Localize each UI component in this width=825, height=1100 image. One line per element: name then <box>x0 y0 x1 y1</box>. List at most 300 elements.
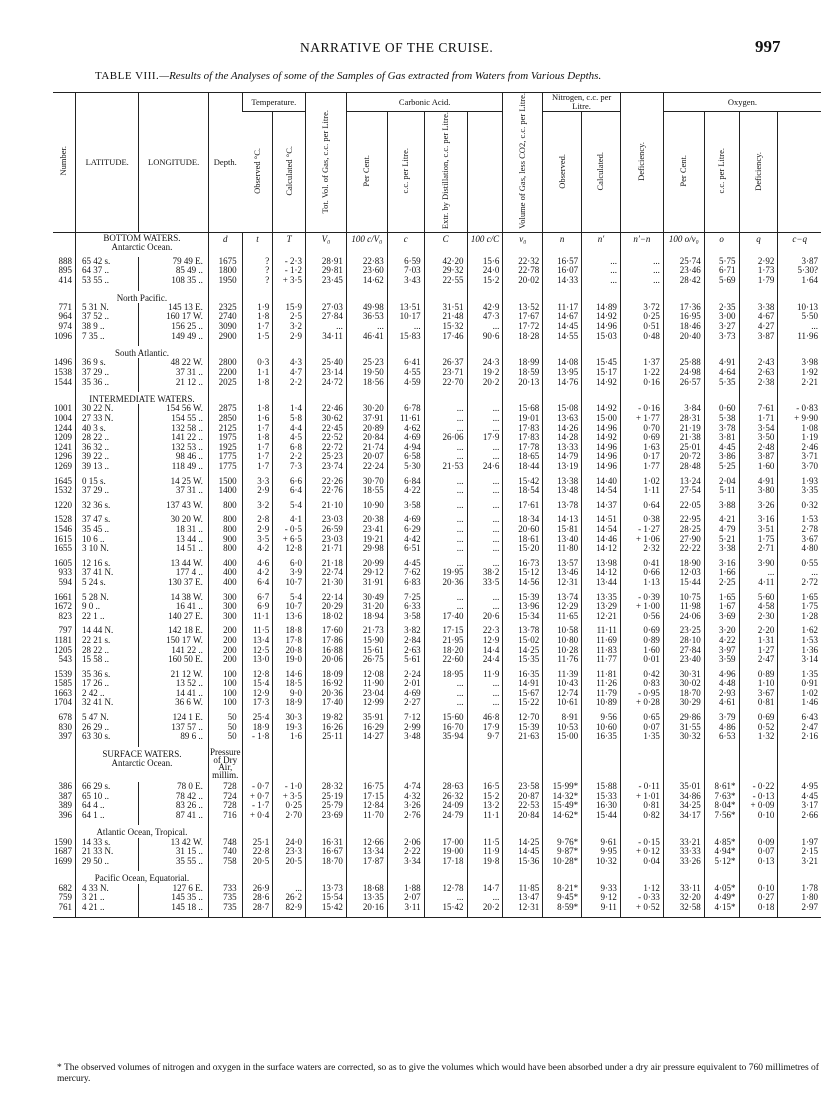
table-cell: 4·85* 4·94* 5·12* <box>704 838 739 867</box>
col-carbonic-acid: Carbonic Acid. <box>346 93 502 112</box>
table-cell: ... ... <box>467 477 503 496</box>
table-cell: 22·32 22·78 20·02 <box>503 257 543 286</box>
table-cell: 22·83 23·60 14·62 <box>346 257 387 286</box>
blank-cell <box>273 871 306 883</box>
table-cell: ... ... 17·40 <box>424 593 467 622</box>
table-cell: 11·81 11·26 11·79 10·89 <box>582 670 621 708</box>
symbol-row <box>53 232 821 257</box>
table-cell: 21 12 W. 13 52 .. 14 41 .. 36 6 W. <box>139 670 209 708</box>
table-cell: 13·24 27·54 <box>663 477 704 496</box>
table-row <box>53 626 821 664</box>
table-cell: 6·7 6·9 11·1 <box>242 593 273 622</box>
table-cell: 1·4 5·8 4·4 4·5 6·8 2·2 7·3 <box>273 404 306 471</box>
table-cell: ... ... ... <box>620 257 663 286</box>
table-cell: 48 22 W. 37 31 .. 21 12 .. <box>139 358 209 387</box>
table-cell: 6·43 2·47 2·16 <box>778 713 821 742</box>
blank-cell <box>53 747 75 782</box>
table-cell: - 0·83 + 9·90 1·08 1·19 2·46 3·71 3·70 <box>778 404 821 471</box>
table-cell: 800 800 900 800 <box>208 515 242 553</box>
table-cell: 1675 1800 1950 <box>208 257 242 286</box>
table-cell: 14·6 18·5 9·0 18·9 <box>273 670 306 708</box>
blank-cell <box>663 747 704 782</box>
table-cell: 1·88 2·07 3·11 <box>387 884 424 913</box>
table-cell: 13·98 14·12 13·44 <box>582 559 621 588</box>
blank-cell <box>503 871 543 883</box>
blank-cell <box>208 912 242 918</box>
table-cell: 23·25 28·10 27·84 23·40 <box>663 626 704 664</box>
table-cell: 17·61 <box>503 501 543 511</box>
table-cell: 3·38 4·67 4·27 3·87 <box>739 303 778 341</box>
blank-cell <box>306 747 347 782</box>
table-cell: 25·74 23·46 28·42 <box>663 257 704 286</box>
table-cell: 4·74 4·32 3·26 2·76 <box>387 782 424 820</box>
table-cell: 16·57 16·07 14·33 <box>543 257 582 286</box>
table-cell: 18·8 17·8 20·8 19·0 <box>273 626 306 664</box>
table-cell: 1220 <box>54 499 72 510</box>
col-oxygen-deficiency: Deficiency. <box>739 112 778 232</box>
table-cell: 50 50 50 <box>208 713 242 742</box>
symbol-cell: T <box>273 232 306 257</box>
table-row <box>53 404 821 471</box>
symbol-cell: v₀ <box>503 232 543 257</box>
table-cell: ... 38·2 33·5 <box>467 559 503 588</box>
table-cell: 7·25 6·33 3·58 <box>387 593 424 622</box>
blank-cell <box>663 825 704 837</box>
table-cell: 0·09 0·07 0·13 <box>739 838 778 867</box>
table-cell: 35 36 s. 17 26 .. 2 42 .. 32 41 N. <box>75 670 138 708</box>
blank-cell <box>242 747 273 782</box>
col-co2-extr-distillation: Extr. by Distillation, c.c. per Litre. <box>424 112 467 232</box>
symbol-cell: 100 o/v₀ <box>663 232 704 257</box>
table-cell: 11·9 ... ... ... <box>467 670 503 708</box>
table-cell: 6·84 4·22 <box>387 477 424 496</box>
section-title: BOTTOM WATERS. Antarctic Ocean. <box>75 232 208 257</box>
table-cell: 6·78 11·61 4·62 4·69 4·94 6·58 5·30 <box>387 404 424 471</box>
table-cell: 1500 1400 <box>208 477 242 496</box>
blank-cell <box>387 912 424 918</box>
table-cell: 1·78 1·80 2·97 <box>778 884 821 913</box>
table-cell: 13·57 13·46 12·31 <box>543 559 582 588</box>
table-cell: 2·35 3·00 3·27 3·73 <box>704 303 739 341</box>
table-cell: 748 740 758 <box>208 838 242 867</box>
table-title: —Results of the Analyses of some of the Samples of Gas extracted from Waters from Various Depths. <box>159 70 602 82</box>
col-nitrogen-calculated: Calculated. <box>582 112 621 232</box>
table-cell: 14 44 N. 22 21 s. 28 22 .. 15 58 .. <box>75 626 138 664</box>
col-temperature: Temperature. <box>242 93 305 112</box>
table-cell: 1·53 2·78 3·67 4·80 <box>778 515 821 553</box>
table-cell: 12·8 15·4 12·9 17·3 <box>242 670 273 708</box>
blank-cell <box>778 871 821 883</box>
table-cell: 127 6 E. 145 35 .. 145 18 .. <box>139 884 209 913</box>
table-cell: - 0·39 + 1·00 0·56 <box>620 593 663 622</box>
table-cell: 13·73 15·54 15·42 <box>306 884 347 913</box>
table-cell: 4·96 4·48 2·93 4·61 <box>704 670 739 708</box>
table-cell: 18·99 18·59 20·13 <box>503 358 543 387</box>
blank-cell <box>704 825 739 837</box>
blank-cell <box>53 912 75 918</box>
table-cell: 14·92 15·00 14·96 14·92 14·96 14·96 14·96 <box>582 404 621 471</box>
table-cell: 13·52 17·67 17·72 18·28 <box>503 303 543 341</box>
table-cell: 23·58 20·87 22·53 20·84 <box>503 782 543 820</box>
blank-cell <box>704 747 739 782</box>
table-row <box>53 670 821 708</box>
col-volume-less-co2: Volume of Gas, less CO2, c.c. per Litre. <box>503 93 543 233</box>
table-cell: 14 38 W. 16 41 .. 140 27 E. <box>139 593 209 622</box>
table-cell: - 0·22 - 0·13 + 0·09 0·10 <box>739 782 778 820</box>
col-oxygen-per-cent: Per Cent. <box>663 112 704 232</box>
table-cell: 15·99* 14·32* 15·49* 14·62* <box>543 782 582 820</box>
table-row <box>53 884 821 913</box>
table-cell: 27·03 27·84 ... 34·11 <box>306 303 347 341</box>
table-cell: 6·59 7·03 3·43 <box>387 257 424 286</box>
table-cell: 25·40 23·14 24·72 <box>306 358 347 387</box>
blank-cell <box>208 825 242 837</box>
table-cell: 3·79 4·86 6·53 <box>704 713 739 742</box>
symbol-cell: V₀ <box>306 232 347 257</box>
blank-cell <box>543 747 582 782</box>
table-row <box>53 593 821 622</box>
blank-cell <box>503 747 543 782</box>
table-cell: 2·24 2·01 4·69 2·27 <box>387 670 424 708</box>
table-cell: 1·12 - 0·33 + 0·52 <box>620 884 663 913</box>
table-cell: 17·00 19·00 17·18 <box>424 838 467 867</box>
table-cell: 1001 1004 1244 1209 1241 1296 1269 <box>54 403 72 471</box>
blank-cell <box>346 747 387 782</box>
table-cell: 1·65 1·75 1·28 <box>778 593 821 622</box>
table-cell: 49·98 36·53 ... 46·41 <box>346 303 387 341</box>
table-cell: 12·70 15·39 21·63 <box>503 713 543 742</box>
col-co2-per-cent: Per Cent. <box>346 112 387 232</box>
table-cell: 29·86 31·55 30·32 <box>663 713 704 742</box>
table-cell: ... ... ... <box>582 257 621 286</box>
table-cell: 66 29 s. 65 10 .. 64 4 .. 64 1 .. <box>75 782 138 820</box>
table-cell: 28·63 26·32 24·09 24·79 <box>424 782 467 820</box>
section-header-row <box>53 825 821 837</box>
blank-cell <box>543 871 582 883</box>
table-cell: 21·18 22·74 21·30 <box>306 559 347 588</box>
table-cell: 1528 1546 1615 1655 <box>54 514 72 554</box>
blank-cell <box>273 747 306 782</box>
blank-cell <box>620 825 663 837</box>
blank-cell <box>778 747 821 782</box>
table-cell: 22·05 <box>663 501 704 511</box>
table-cell: 35·01 34·86 34·25 34·17 <box>663 782 704 820</box>
blank-cell <box>739 747 778 782</box>
blank-cell <box>620 747 663 782</box>
blank-cell <box>75 912 138 918</box>
table-cell: - 0·11 + 1·01 0·81 0·82 <box>620 782 663 820</box>
table-cell: 11·5 11·9 19·8 <box>467 838 503 867</box>
running-head: NARRATIVE OF THE CRUISE. <box>300 40 494 55</box>
table-cell: 22·95 28·25 27·90 22·22 <box>663 515 704 553</box>
table-cell: ? ? ? <box>242 257 273 286</box>
table-cell: 200 200 200 200 <box>208 626 242 664</box>
table-row <box>53 782 821 820</box>
table-cell: 0·65 0·07 1·35 <box>620 713 663 742</box>
symbol-cell: C <box>424 232 467 257</box>
blank-cell <box>467 912 503 918</box>
table-cell: 0·3 1·1 1·8 <box>242 358 273 387</box>
table-cell: 13·78 15·02 14·25 15·35 <box>503 626 543 664</box>
table-cell: 15·9 2·5 3·2 2·9 <box>273 303 306 341</box>
table-cell: 3·20 4·22 3·97 3·59 <box>704 626 739 664</box>
table-cell: 24·0 23·3 20·5 <box>273 838 306 867</box>
table-cell: 154 56 W. 154 55 .. 132 58 .. 141 22 .. 132 53 .. 98 46 .. 118 49 .. <box>139 404 209 471</box>
table-row <box>53 358 821 387</box>
blank-cell <box>242 871 273 883</box>
table-cell: 2·20 1·31 1·27 2·47 <box>739 626 778 664</box>
table-cell: 14 25 W. 37 31 .. <box>139 477 209 496</box>
section-title: INTERMEDIATE WATERS. <box>75 392 208 404</box>
table-cell: 142 18 E. 150 17 W. 141 22 .. 160 50 E. <box>139 626 209 664</box>
symbol-cell: 100 c/C <box>467 232 503 257</box>
symbol-cell: n′−n <box>620 232 663 257</box>
blank-cell <box>242 825 273 837</box>
table-cell: 15·08 13·63 14·26 14·28 13·33 14·79 13·19 <box>543 404 582 471</box>
table-cell: ... ... ... ... <box>467 515 503 553</box>
table-cell: 24·3 19·2 20·2 <box>467 358 503 387</box>
table-cell: 5 47 N. 26 29 .. 63 30 s. <box>75 713 138 742</box>
page-number: 997 <box>755 37 781 56</box>
symbol-cell: n <box>543 232 582 257</box>
table-cell: 17·36 16·95 18·46 20·40 <box>663 303 704 341</box>
col-depth: Depth. <box>208 93 242 233</box>
table-cell: 797 1181 1205 543 <box>54 625 72 665</box>
blank-cell <box>306 871 347 883</box>
table-cell: 26·9 28·6 28·7 <box>242 884 273 913</box>
table-cell: 1645 1532 <box>54 475 72 496</box>
table-body <box>53 232 821 918</box>
table-cell: 4·69 6·29 4·42 6·51 <box>387 515 424 553</box>
table-cell: 4·05* 4·49* 4·15* <box>704 884 739 913</box>
footnote: * The observed volumes of nitrogen and oxygen in the surface waters are corrected, so as to give the volumes which would have been absorbed under a dry air pressure equivalent to 760 millimetres of mercury. <box>57 1063 819 1084</box>
table-cell: 28·91 29·81 23·45 <box>306 257 347 286</box>
table-cell: 78 0 E. 78 42 .. 83 26 .. 87 41 .. <box>139 782 209 820</box>
blank-cell <box>306 825 347 837</box>
table-cell: 31·51 21·48 15·32 17·46 <box>424 303 467 341</box>
table-cell: 678 830 397 <box>58 712 72 742</box>
table-cell: 18·95 ... ... ... <box>424 670 467 708</box>
table-cell: 30·70 18·55 <box>346 477 387 496</box>
blank-cell <box>387 871 424 883</box>
table-cell: 3·90 ... 4·11 <box>739 559 778 588</box>
table-cell: 18·09 16·92 20·36 17·40 <box>306 670 347 708</box>
table-cell: 14·13 15·81 13·40 11·80 <box>543 515 582 553</box>
gap-row <box>53 912 821 918</box>
table-cell: - 0·15 + 0·12 0·04 <box>620 838 663 867</box>
table-cell: 1496 1538 1544 <box>54 357 72 387</box>
table-cell: 1·93 3·35 <box>778 477 821 496</box>
table-cell: 12·66 13·34 17·87 <box>346 838 387 867</box>
table-row <box>53 515 821 553</box>
table-cell: 28·32 25·19 25·79 23·69 <box>306 782 347 820</box>
table-cell: 14·51 14·54 14·46 14·12 <box>582 515 621 553</box>
table-cell: 7·61 1·71 3·54 3·50 2·48 3·87 1·60 <box>739 404 778 471</box>
table-cell: 10·13 5·50 ... 11·96 <box>778 303 821 341</box>
table-cell: 9·61 9·95 10·32 <box>582 838 621 867</box>
blank-cell <box>663 912 704 918</box>
col-oxygen-diff <box>778 112 821 232</box>
table-cell: 15·42 18·54 <box>503 477 543 496</box>
table-cell: 13·78 <box>543 501 582 511</box>
table-cell: 1661 1672 823 <box>54 591 72 621</box>
blank-cell <box>467 747 503 782</box>
table-cell: 4·45 7·62 6·83 <box>387 559 424 588</box>
table-row <box>53 559 821 588</box>
table-cell: ... 19·95 20·36 <box>424 559 467 588</box>
table-cell: ... ... 20·6 <box>467 593 503 622</box>
table-cell: 9·56 10·60 16·35 <box>582 713 621 742</box>
table-cell: 0·42 0·83 - 0·95 + 0·28 <box>620 670 663 708</box>
blank-cell <box>273 825 306 837</box>
section-title: Pacific Ocean, Equatorial. <box>75 871 208 883</box>
table-cell: 0·89 1·10 3·67 0·81 <box>739 670 778 708</box>
blank-cell <box>424 912 467 918</box>
section-header-row <box>53 747 821 782</box>
table-cell: 14·25 14·45 15·36 <box>503 838 543 867</box>
table-cell: 0·32 <box>778 501 821 511</box>
table-cell: 1605 933 594 <box>54 557 72 587</box>
table-cell: 2875 2850 2125 1975 1925 1775 1775 <box>208 404 242 471</box>
section-title: North Pacific. <box>75 291 208 303</box>
table-cell: 4 33 N. 3 21 .. 4 21 .. <box>75 884 138 913</box>
table-cell: 16·35 14·91 15·67 15·22 <box>503 670 543 708</box>
symbol-cell: n′ <box>582 232 621 257</box>
blank-cell <box>503 912 543 918</box>
table-cell: 124 1 E. 137 57 .. 89 6 .. <box>139 713 209 742</box>
table-cell: 30·49 31·20 18·94 <box>346 593 387 622</box>
blank-cell <box>424 825 467 837</box>
table-cell: 3·87 5·30? 1·64 <box>778 257 821 286</box>
table-cell: 8·61* 7·63* 8·04* 7·56* <box>704 782 739 820</box>
table-cell: 13·38 13·48 <box>543 477 582 496</box>
table-cell: 4·21 4·79 5·21 3·38 <box>704 515 739 553</box>
col-nitrogen-deficiency: Deficiency. <box>620 93 663 233</box>
table-cell: 3·58 <box>387 501 424 511</box>
table-cell: 5·75 6·71 5·69 <box>704 257 739 286</box>
table-label: TABLE VIII. <box>95 70 160 82</box>
table-cell: 11·11 11·69 11·83 11·77 <box>582 626 621 664</box>
table-cell: 14·08 13·95 14·76 <box>543 358 582 387</box>
blank-cell <box>306 912 347 918</box>
table-cell: 15·88 15·33 16·30 15·44 <box>582 782 621 820</box>
table-cell: 12·08 11·90 23·04 12·99 <box>346 670 387 708</box>
table-cell: 14·40 14·54 <box>582 477 621 496</box>
table-cell: 14·37 <box>582 501 621 511</box>
blank-cell <box>467 825 503 837</box>
col-longitude: LONGITUDE. <box>139 93 209 233</box>
table-cell: 6·41 4·55 4·59 <box>387 358 424 387</box>
table-cell: ... <box>424 501 467 511</box>
table-cell: 1·97 2·15 3·21 <box>778 838 821 867</box>
table-cell: 21·73 15·90 15·61 26·75 <box>346 626 387 664</box>
table-cell: 25·1 22·8 20·5 <box>242 838 273 867</box>
table-cell: 2325 2740 3090 2900 <box>208 303 242 341</box>
table-cell: 11·85 13·47 12·31 <box>503 884 543 913</box>
table-cell: 65 42 s. 64 37 .. 53 55 .. <box>75 257 138 286</box>
symbol-cell <box>53 232 75 257</box>
blank-cell <box>208 871 242 883</box>
table-row <box>53 303 821 341</box>
table-cell: 0 15 s. 37 29 .. <box>75 477 138 496</box>
col-calculated-temp: Calculated °C. <box>273 112 306 232</box>
table-cell: 2·92 1·73 1·79 <box>739 257 778 286</box>
blank-cell <box>778 912 821 918</box>
table-cell: 13·35 13·29 12·21 <box>582 593 621 622</box>
table-cell: 2·04 5·11 <box>704 477 739 496</box>
blank-cell <box>663 871 704 883</box>
table-cell: 35·91 16·29 14·27 <box>346 713 387 742</box>
table-cell: 100 100 100 100 <box>208 670 242 708</box>
table-cell: 3·2 <box>242 501 273 511</box>
blank-cell <box>53 871 75 883</box>
table-cell: 36 9 s. 37 29 .. 35 36 .. <box>75 358 138 387</box>
table-cell: 1·65 1·67 3·69 <box>704 593 739 622</box>
table-cell: ... 26·2 82·9 <box>273 884 306 913</box>
table-cell: 4·91 4·64 5·35 <box>704 358 739 387</box>
table-cell: 11·17 14·67 14·45 14·55 <box>543 303 582 341</box>
table-cell: 4·1 - 0·5 + 6·5 12·8 <box>273 515 306 553</box>
table-cell: 30·20 37·91 20·89 20·84 21·74 20·07 22·24 <box>346 404 387 471</box>
table-cell: - 2·3 - 1·2 + 3·5 <box>273 257 306 286</box>
table-cell: ... ... ... 17·9 ... ... 24·6 <box>467 404 503 471</box>
gas-analysis-table <box>53 92 821 918</box>
table-cell: 4·6 4·2 6·4 <box>242 559 273 588</box>
table-cell: 15·68 19·01 17·83 17·83 17·78 18·65 18·44 <box>503 404 543 471</box>
blank-cell <box>273 912 306 918</box>
section-title: SURFACE WATERS. Antarctic Ocean. <box>75 747 208 782</box>
table-cell: 6·0 3·9 10·7 <box>273 559 306 588</box>
table-cell: 1590 1687 1699 <box>54 836 72 866</box>
table-cell: 13 42 W. 31 15 .. 35 55 .. <box>139 838 209 867</box>
table-cell: 4·3 4·7 2·2 <box>273 358 306 387</box>
blank-cell <box>424 871 467 883</box>
blank-cell <box>346 825 387 837</box>
table-cell: 21·10 <box>306 501 347 511</box>
blank-cell <box>467 871 503 883</box>
blank-cell <box>582 747 621 782</box>
table-cell: 682 759 761 <box>58 882 72 912</box>
table-cell: 15·39 13·96 15·34 <box>503 593 543 622</box>
col-co2-ratio <box>467 112 503 232</box>
table-cell: 4·91 3·80 <box>739 477 778 496</box>
table-cell: 0·69 0·89 1·60 0·01 <box>620 626 663 664</box>
table-cell: 8·21* 9·45* 8·59* <box>543 884 582 913</box>
blank-cell <box>53 825 75 837</box>
table-cell: 30 20 W. 18 31 .. 13 44 .. 14 51 .. <box>139 515 209 553</box>
table-cell: 15·45 15·17 14·92 <box>582 358 621 387</box>
table-cell: 37 47 s. 35 45 .. 10 6 .. 3 10 N. <box>75 515 138 553</box>
table-cell: 16·31 16·67 18·70 <box>306 838 347 867</box>
table-cell: 3·98 1·92 2·21 <box>778 358 821 387</box>
table-cell: 32 36 s. <box>75 501 138 511</box>
table-cell: 733 735 735 <box>208 884 242 913</box>
table-cell: 2·06 2·22 3·34 <box>387 838 424 867</box>
table-cell: 0·60 5·38 3·78 3·81 4·45 3·86 5·25 <box>704 404 739 471</box>
table-cell: 1·62 1·53 1·36 3·14 <box>778 626 821 664</box>
blank-cell <box>387 747 424 782</box>
table-row <box>53 501 821 511</box>
table-cell: ... ... <box>424 477 467 496</box>
table-cell: 3·16 3·51 1·75 2·71 <box>739 515 778 553</box>
table-cell: 2·43 2·63 2·38 <box>739 358 778 387</box>
table-cell: - 1·0 + 3·5 0·25 2·70 <box>273 782 306 820</box>
table-cell: 33·11 32·20 32·58 <box>663 884 704 913</box>
blank-cell <box>739 912 778 918</box>
table-cell: 23·03 26·59 23·03 21·71 <box>306 515 347 553</box>
table-cell: 12 16 s. 37 41 N. 5 24 s. <box>75 559 138 588</box>
table-cell: 22·46 30·62 22·45 22·52 22·72 25·23 23·74 <box>306 404 347 471</box>
